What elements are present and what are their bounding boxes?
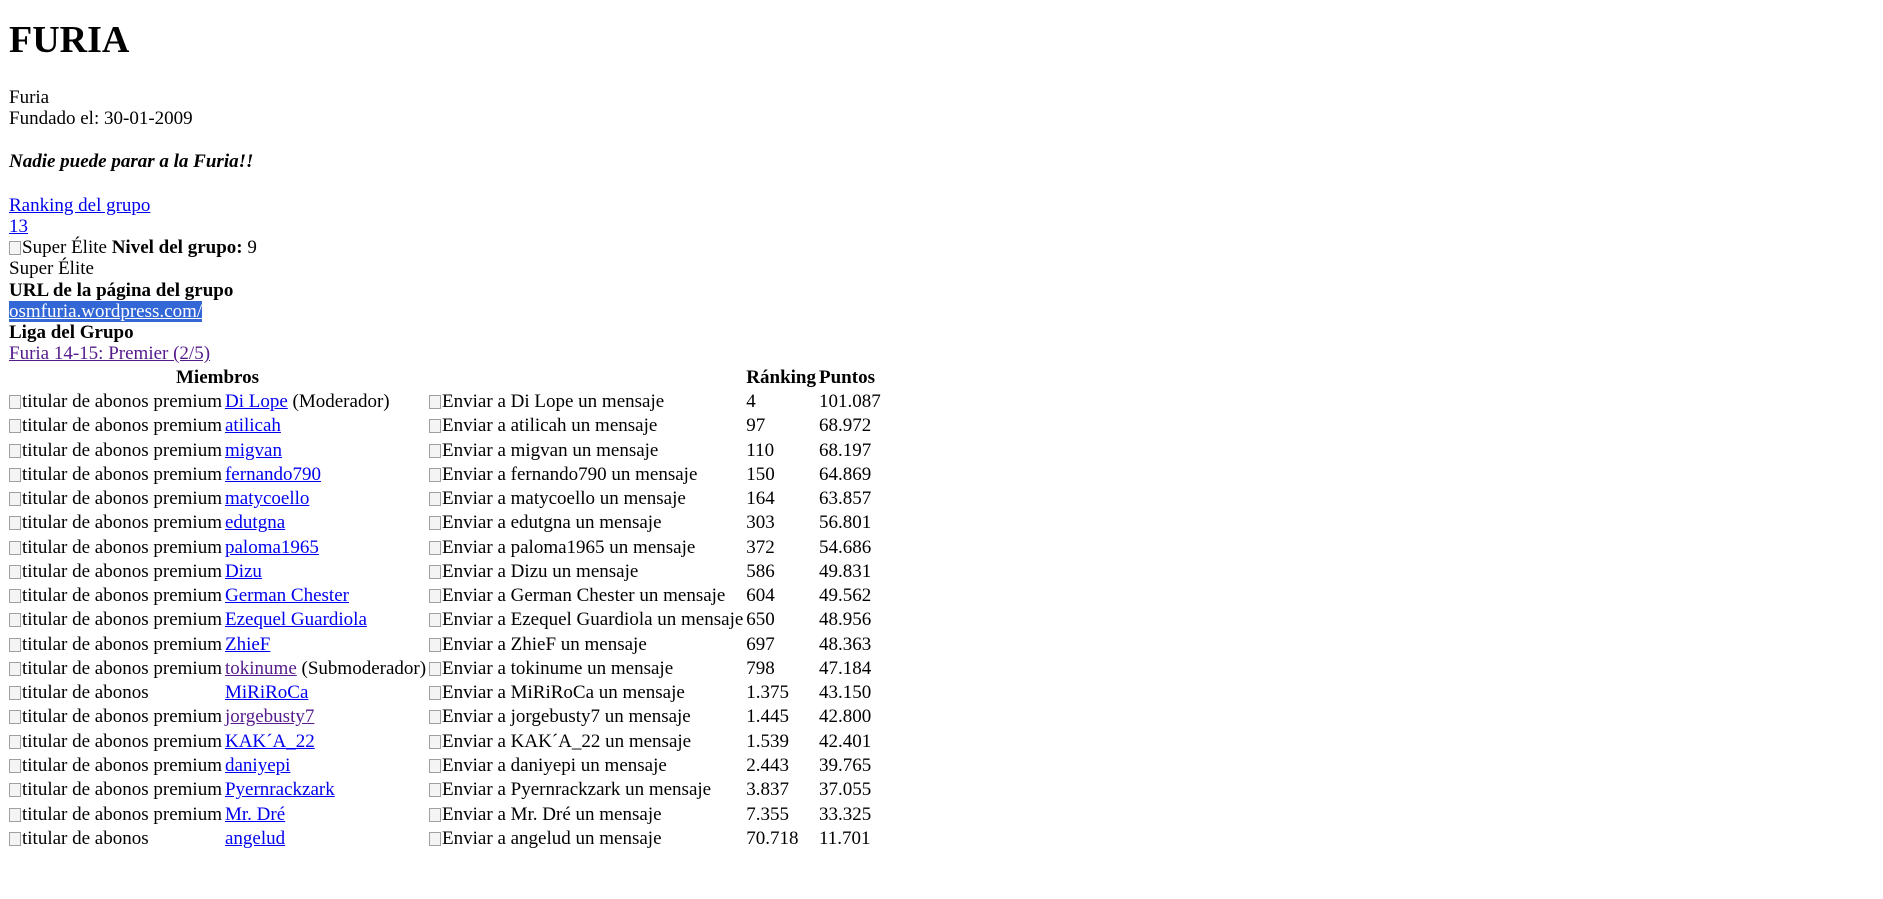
message-cell	[429, 804, 743, 825]
points-header: Puntos	[819, 366, 875, 388]
table-row	[9, 561, 887, 582]
table-row	[9, 779, 887, 800]
send-message-icon[interactable]: Enviar a Dizu un mensaje	[429, 561, 638, 582]
badge-cell	[9, 658, 222, 679]
member-name-link[interactable]: Di Lope	[224, 390, 288, 412]
member-ranking: 798	[746, 657, 775, 679]
member-points: 47.184	[819, 657, 872, 679]
badge-cell	[9, 537, 222, 558]
badge-cell	[9, 609, 222, 630]
founded-date: Fundado el: 30-01-2009	[9, 108, 193, 130]
member-points: 48.363	[819, 633, 872, 655]
table-row	[9, 755, 887, 776]
member-ranking: 150	[746, 463, 775, 485]
premium-badge-icon: titular de abonos	[9, 828, 149, 849]
member-points: 42.401	[819, 730, 872, 752]
member-points: 37.055	[819, 779, 872, 801]
premium-badge-icon: titular de abonos premium	[9, 415, 222, 436]
send-message-icon[interactable]: Enviar a paloma1965 un mensaje	[429, 537, 695, 558]
member-name-link[interactable]: ZhieF	[224, 633, 271, 655]
badge-cell	[9, 804, 222, 825]
member-ranking: 97	[746, 415, 766, 437]
member-points: 48.956	[819, 609, 872, 631]
table-row	[9, 440, 887, 461]
message-cell	[429, 440, 743, 461]
member-name-link[interactable]: edutgna	[224, 512, 286, 534]
send-message-icon[interactable]: Enviar a Mr. Dré un mensaje	[429, 804, 661, 825]
member-name-link[interactable]: daniyepi	[224, 754, 291, 776]
table-row	[9, 464, 887, 485]
message-cell	[429, 585, 743, 606]
premium-badge-icon: titular de abonos premium	[9, 731, 222, 752]
message-cell	[429, 609, 743, 630]
send-message-icon[interactable]: Enviar a Pyernrackzark un mensaje	[429, 779, 711, 800]
message-cell	[429, 682, 743, 703]
table-row	[9, 828, 887, 849]
premium-badge-icon: titular de abonos premium	[9, 634, 222, 655]
send-message-icon[interactable]: Enviar a German Chester un mensaje	[429, 585, 725, 606]
badge-cell	[9, 828, 222, 849]
message-cell	[429, 415, 743, 436]
member-name-link[interactable]: Pyernrackzark	[224, 779, 335, 801]
badge-cell	[9, 488, 222, 509]
badge-cell	[9, 561, 222, 582]
member-cell	[225, 804, 426, 825]
message-cell	[429, 779, 743, 800]
table-row	[9, 585, 887, 606]
send-message-icon[interactable]: Enviar a matycoello un mensaje	[429, 488, 686, 509]
message-cell	[429, 391, 743, 412]
table-row	[9, 488, 887, 509]
badge-cell	[9, 634, 222, 655]
member-points: 42.800	[819, 706, 872, 728]
badge-cell	[9, 391, 222, 412]
premium-badge-icon: titular de abonos premium	[9, 440, 222, 461]
group-url-link[interactable]: osmfuria.wordpress.com/	[9, 300, 203, 322]
message-header	[429, 367, 743, 388]
member-ranking: 2.443	[746, 754, 790, 776]
send-message-icon[interactable]: Enviar a KAK´A_22 un mensaje	[429, 731, 691, 752]
level-name: Super Élite	[9, 258, 94, 280]
member-ranking: 372	[746, 536, 775, 558]
table-row	[9, 391, 887, 412]
message-cell	[429, 464, 743, 485]
table-row	[9, 537, 887, 558]
member-name-link[interactable]: Ezequel Guardiola	[224, 609, 367, 631]
send-message-icon[interactable]: Enviar a fernando790 un mensaje	[429, 464, 697, 485]
premium-badge-icon: titular de abonos premium	[9, 804, 222, 825]
member-points: 39.765	[819, 754, 872, 776]
member-points: 63.857	[819, 488, 872, 510]
badge-cell	[9, 755, 222, 776]
message-cell	[429, 658, 743, 679]
table-row	[9, 682, 887, 703]
member-name-link[interactable]: atilicah	[224, 415, 281, 437]
member-points: 11.701	[819, 827, 871, 849]
table-row	[9, 731, 887, 752]
premium-badge-icon: titular de abonos	[9, 682, 149, 703]
table-row	[9, 634, 887, 655]
message-cell	[429, 706, 743, 727]
member-points: 101.087	[819, 390, 881, 412]
members-table	[6, 364, 890, 852]
member-name-link[interactable]: fernando790	[224, 463, 322, 485]
league-link[interactable]: Furia 14-15: Premier (2/5)	[9, 343, 211, 365]
member-role: (Submoderador)	[301, 657, 427, 679]
member-ranking: 697	[746, 633, 775, 655]
send-message-icon[interactable]: Enviar a angelud un mensaje	[429, 828, 661, 849]
premium-badge-icon: titular de abonos premium	[9, 512, 222, 533]
member-ranking: 7.355	[746, 803, 790, 825]
premium-badge-icon: titular de abonos premium	[9, 561, 222, 582]
table-row	[9, 706, 887, 727]
table-row	[9, 609, 887, 630]
member-ranking: 604	[746, 585, 775, 607]
member-ranking: 70.718	[746, 827, 799, 849]
member-points: 54.686	[819, 536, 872, 558]
message-cell	[429, 634, 743, 655]
members-header: Miembros	[176, 366, 260, 388]
member-cell	[225, 415, 426, 436]
member-name-link[interactable]: matycoello	[224, 488, 310, 510]
badge-cell	[9, 779, 222, 800]
member-points: 56.801	[819, 512, 872, 534]
message-cell	[429, 561, 743, 582]
group-level	[9, 237, 1874, 258]
member-ranking: 303	[746, 512, 775, 534]
premium-badge-icon: titular de abonos premium	[9, 391, 222, 412]
page-title: FURIA	[9, 19, 130, 61]
message-cell	[429, 731, 743, 752]
member-name-link[interactable]: KAK´A_22	[224, 730, 315, 752]
member-points: 43.150	[819, 682, 872, 704]
badge-cell	[9, 731, 222, 752]
member-name-link[interactable]: tokinume	[224, 657, 297, 679]
badge-cell	[9, 440, 222, 461]
premium-badge-icon: titular de abonos premium	[9, 755, 222, 776]
member-name-link[interactable]: Mr. Dré	[224, 803, 286, 825]
member-cell	[225, 828, 426, 849]
member-role: (Moderador)	[292, 390, 390, 412]
badge-cell	[9, 464, 222, 485]
member-cell	[225, 755, 426, 776]
table-row	[9, 415, 887, 436]
send-message-icon[interactable]: Enviar a migvan un mensaje	[429, 440, 658, 461]
member-cell	[225, 609, 426, 630]
member-ranking: 164	[746, 488, 775, 510]
premium-badge-icon: titular de abonos premium	[9, 537, 222, 558]
message-cell	[429, 537, 743, 558]
level-badge-icon: Super Élite	[9, 237, 107, 258]
member-ranking: 110	[746, 439, 775, 461]
group-ranking-link[interactable]: Ranking del grupo	[9, 194, 151, 216]
send-message-icon[interactable]: Enviar a edutgna un mensaje	[429, 512, 661, 533]
member-cell	[225, 585, 426, 606]
level-label: Nivel del grupo:	[111, 237, 243, 259]
send-message-icon[interactable]: Enviar a jorgebusty7 un mensaje	[429, 706, 691, 727]
member-points: 33.325	[819, 803, 872, 825]
member-ranking: 1.539	[746, 730, 790, 752]
member-name-link[interactable]: jorgebusty7	[224, 706, 315, 728]
premium-badge-icon: titular de abonos premium	[9, 779, 222, 800]
badge-cell	[9, 585, 222, 606]
send-message-icon[interactable]: Enviar a Di Lope un mensaje	[429, 391, 664, 412]
level-value: 9	[247, 237, 257, 259]
member-name-link[interactable]: German Chester	[224, 585, 349, 607]
member-cell	[225, 682, 426, 703]
premium-badge-icon: titular de abonos premium	[9, 658, 222, 679]
premium-badge-icon: titular de abonos premium	[9, 464, 222, 485]
table-row	[9, 512, 887, 533]
member-name-link[interactable]: migvan	[224, 439, 282, 461]
send-message-icon[interactable]: Enviar a ZhieF un mensaje	[429, 634, 647, 655]
member-name-link[interactable]: angelud	[224, 827, 286, 849]
member-cell	[225, 440, 426, 461]
badge-cell	[9, 682, 222, 703]
member-points: 68.972	[819, 415, 872, 437]
message-cell	[429, 755, 743, 776]
member-name-link[interactable]: Dizu	[224, 560, 262, 582]
member-cell	[225, 731, 426, 752]
member-cell	[225, 512, 426, 533]
member-points: 49.831	[819, 560, 872, 582]
member-cell	[225, 658, 426, 679]
premium-badge-icon: titular de abonos premium	[9, 706, 222, 727]
member-cell	[225, 706, 426, 727]
member-ranking: 3.837	[746, 779, 790, 801]
member-points: 68.197	[819, 439, 872, 461]
member-cell	[225, 561, 426, 582]
premium-badge-icon: titular de abonos premium	[9, 488, 222, 509]
badge-cell	[9, 415, 222, 436]
send-message-icon[interactable]: Enviar a daniyepi un mensaje	[429, 755, 667, 776]
message-cell	[429, 828, 743, 849]
badge-cell	[9, 512, 222, 533]
member-ranking: 650	[746, 609, 775, 631]
member-name-link[interactable]: paloma1965	[224, 536, 319, 558]
member-cell	[225, 488, 426, 509]
url-label: URL de la página del grupo	[9, 279, 234, 301]
member-ranking: 4	[746, 390, 756, 412]
member-points: 49.562	[819, 585, 872, 607]
member-cell	[225, 779, 426, 800]
send-message-icon[interactable]: Enviar a Ezequel Guardiola un mensaje	[429, 609, 743, 630]
member-ranking: 586	[746, 560, 775, 582]
send-message-icon[interactable]: Enviar a atilicah un mensaje	[429, 415, 657, 436]
member-ranking: 1.445	[746, 706, 790, 728]
member-points: 64.869	[819, 463, 872, 485]
group-name: Furia	[9, 86, 50, 108]
member-name-link[interactable]: MiRiRoCa	[224, 682, 309, 704]
message-cell	[429, 488, 743, 509]
message-cell	[429, 512, 743, 533]
member-cell	[225, 537, 426, 558]
badge-cell	[9, 706, 222, 727]
member-cell	[225, 391, 426, 412]
table-row	[9, 804, 887, 825]
table-row	[9, 658, 887, 679]
member-cell	[225, 464, 426, 485]
send-message-icon[interactable]: Enviar a tokinume un mensaje	[429, 658, 673, 679]
members-table-header	[9, 367, 887, 388]
member-ranking: 1.375	[746, 682, 790, 704]
ranking-header: Ránking	[746, 366, 816, 388]
group-ranking-value-link[interactable]: 13	[9, 215, 28, 237]
league-label: Liga del Grupo	[9, 322, 134, 344]
send-message-icon[interactable]: Enviar a MiRiRoCa un mensaje	[429, 682, 685, 703]
member-cell	[225, 634, 426, 655]
premium-badge-icon: titular de abonos premium	[9, 609, 222, 630]
premium-badge-icon: titular de abonos premium	[9, 585, 222, 606]
group-motto: Nadie puede parar a la Furia!!	[9, 151, 254, 173]
